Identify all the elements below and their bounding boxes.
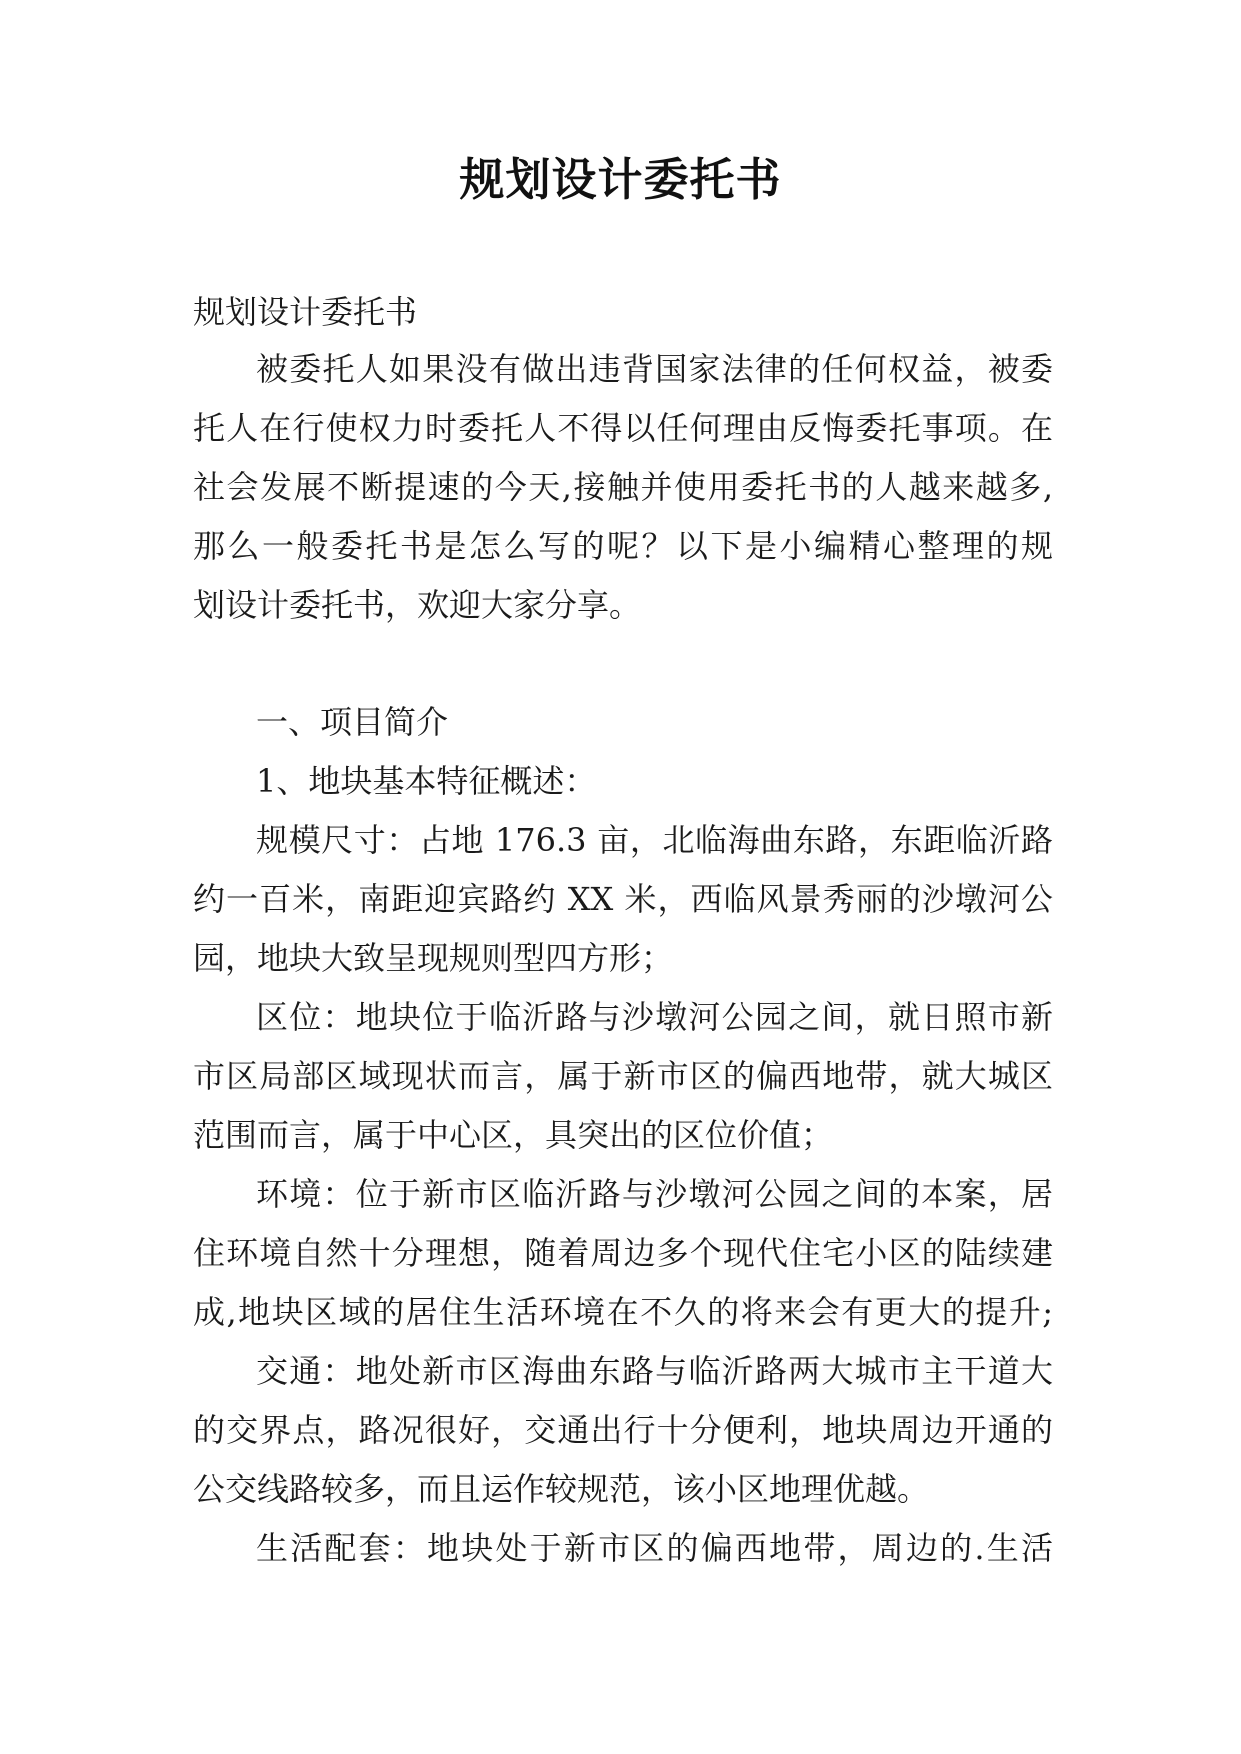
traffic-line-3: 公交线路较多，而且运作较规范，该小区地理优越。 [193,1470,930,1508]
intro-line-2: 托人在行使权力时委托人不得以任何理由反悔委托事项。在 [193,409,1053,447]
subsection-heading: 1、地块基本特征概述： [256,762,597,800]
scale-line-2: 约一百米，南距迎宾路约 XX 米，西临风景秀丽的沙墩河公 [193,880,1053,918]
section-heading: 一、项目简介 [256,703,449,741]
document-title: 规划设计委托书 [459,153,782,206]
environment-line-2: 住环境自然十分理想，随着周边多个现代住宅小区的陆续建 [193,1234,1053,1272]
location-line-2: 市区局部区域现状而言，属于新市区的偏西地带，就大城区 [193,1057,1053,1095]
subtitle-line: 规划设计委托书 [193,293,418,331]
environment-line-3: 成,地块区域的居住生活环境在不久的将来会有更大的提升; [193,1293,1053,1331]
environment-line-1: 环境：位于新市区临沂路与沙墩河公园之间的本案，居 [256,1175,1053,1213]
location-line-1: 区位：地块位于临沂路与沙墩河公园之间，就日照市新 [256,998,1053,1036]
intro-line-3: 社会发展不断提速的今天,接触并使用委托书的人越来越多, [193,468,1053,506]
location-line-3: 范围而言，属于中心区，具突出的区位价值； [193,1116,834,1154]
intro-line-1: 被委托人如果没有做出违背国家法律的任何权益，被委 [256,350,1053,388]
traffic-line-1: 交通：地处新市区海曲东路与临沂路两大城市主干道大 [256,1352,1053,1390]
amenities-line-1: 生活配套：地块处于新市区的偏西地带，周边的.生活 [256,1529,1053,1567]
scale-line-1: 规模尺寸：占地 176.3 亩，北临海曲东路，东距临沂路 [256,821,1053,859]
intro-line-5: 划设计委托书，欢迎大家分享。 [193,586,642,624]
intro-line-4: 那么一般委托书是怎么写的呢？以下是小编精心整理的规 [193,527,1053,565]
scale-line-3: 园，地块大致呈现规则型四方形； [193,939,674,977]
traffic-line-2: 的交界点，路况很好，交通出行十分便利，地块周边开通的 [193,1411,1053,1449]
